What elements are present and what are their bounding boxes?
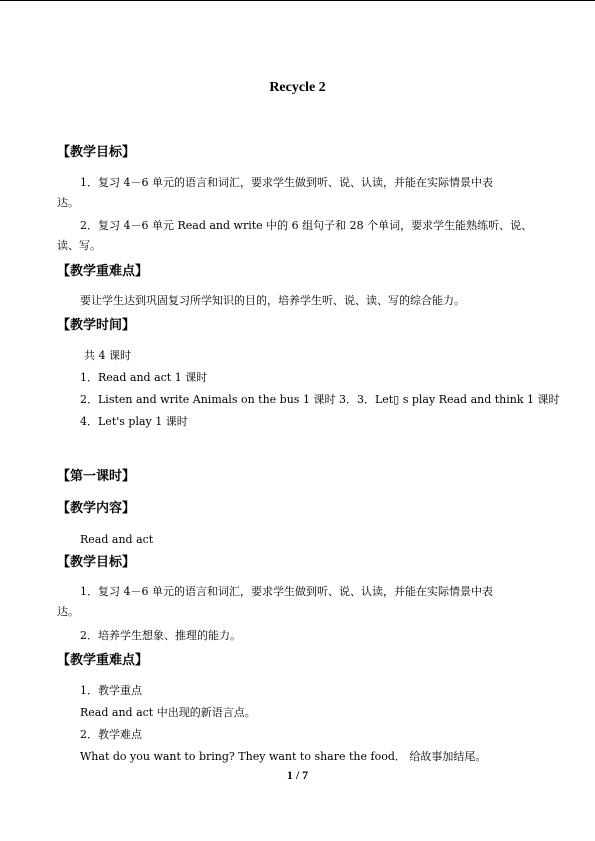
goals-2-item-1-line-1: 1．复习 4－6 单元的语言和词汇，要求学生做到听、说、认读，并能在实际情景中表 [80, 585, 493, 598]
section-heading-teaching-goals: 【教学目标】 [57, 145, 136, 160]
key-point-sub-heading: 1．教学重点 [80, 684, 142, 697]
time-total: 共 4 课时 [84, 349, 131, 362]
section-heading-teaching-content: 【教学内容】 [57, 501, 136, 516]
goals-2-item-2: 2．培养学生想象、推理的能力。 [80, 629, 241, 642]
section-heading-teaching-time: 【教学时间】 [57, 318, 136, 333]
key-points-text: 要让学生达到巩固复习所学知识的目的，培养学生听、说、读、写的综合能力。 [80, 294, 465, 307]
section-heading-key-points: 【教学重难点】 [57, 264, 149, 279]
goals-item-1-line-1: 1．复习 4－6 单元的语言和词汇，要求学生做到听、说、认读，并能在实际情景中表 [80, 176, 493, 189]
goals-item-2-line-1: 2．复习 4－6 单元 Read and write 中的 6 组句子和 28 个单词，要求学生能熟练听、说、 [80, 219, 533, 232]
goals-item-2-line-2: 读、写。 [57, 239, 101, 252]
section-heading-key-points-2: 【教学重难点】 [57, 653, 149, 668]
time-item-1: 1．Read and act 1 课时 [80, 371, 208, 384]
page-number: 1 / 7 [286, 768, 309, 782]
difficult-point-sub-heading: 2．教学难点 [80, 728, 142, 741]
time-item-2-3: 2．Listen and write Animals on the bus 1 课时 3．3．Let▯ s play Read and think 1 课时 [80, 393, 560, 406]
document-title: Recycle 2 [269, 80, 326, 95]
key-point-text: Read and act 中出现的新语言点。 [80, 706, 256, 719]
section-heading-teaching-goals-2: 【教学目标】 [57, 555, 136, 570]
goals-item-1-line-2: 达。 [57, 196, 79, 209]
time-item-4: 4．Let's play 1 课时 [80, 415, 188, 428]
section-heading-lesson-one: 【第一课时】 [57, 469, 136, 484]
goals-2-item-1-line-2: 达。 [57, 605, 79, 618]
content-text: Read and act [80, 533, 154, 546]
difficult-point-text: What do you want to bring? They want to share the food． 给故事加结尾。 [80, 750, 487, 763]
